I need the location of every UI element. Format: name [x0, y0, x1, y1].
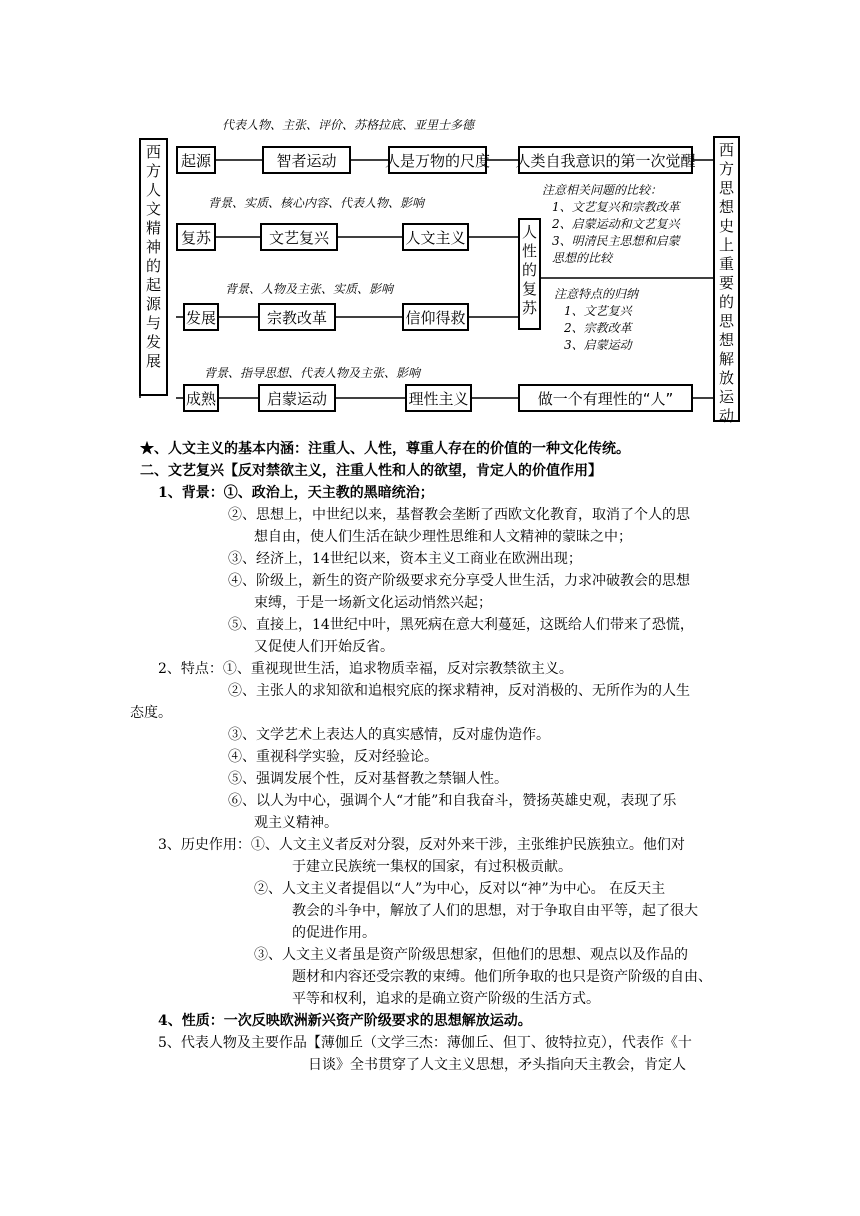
- text-line: 平等和权利，追求的是确立资产阶级的生活方式。: [292, 991, 600, 1007]
- note-comparison: 注意相关问题的比较： 1、文艺复兴和宗教改革 2、启蒙运动和文艺复兴 3、明清民主思想和启蒙 思想的比较: [542, 183, 680, 265]
- stage-development: 发展: [183, 303, 219, 331]
- text-line: 2、特点：①、重视现世生活，追求物质幸福，反对宗教禁欲主义。: [158, 661, 573, 677]
- box-humanism: 人文主义: [402, 223, 469, 251]
- text-line: 教会的斗争中，解放了人们的思想，对于争取自由平等，起了很大: [292, 903, 698, 919]
- text-line: ②、思想上，中世纪以来，基督教会垄断了西欧文化教育，取消了个人的思: [228, 507, 690, 523]
- text-line: ③、文学艺术上表达人的真实感情，反对虚伪造作。: [228, 727, 550, 743]
- text-line: 的促进作用。: [292, 925, 376, 941]
- note-row3: 背景、人物及主张、实质、影响: [225, 282, 394, 296]
- text-line: ⑥、以人为中心，强调个人“才能”和自我奋斗，赞扬英雄史观，表现了乐: [228, 793, 677, 809]
- text-line: ②、人文主义者提倡以“人”为中心，反对以“神”为中心。 在反天主: [254, 881, 666, 897]
- stage-revival: 复苏: [176, 223, 216, 251]
- stage-origin: 起源: [176, 146, 216, 174]
- text-line: 题材和内容还受宗教的束缚。他们所争取的也只是资产阶级的自由、: [292, 969, 712, 985]
- heading-renaissance: 二、文艺复兴【反对禁欲主义，注重人性和人的欲望，肯定人的价值作用】: [140, 463, 602, 479]
- diagram-title-left: 西方人文精神的起源与发展: [139, 138, 168, 396]
- text-line: 日谈》全书贯穿了人文主义思想，矛头指向天主教会，肯定人: [308, 1057, 686, 1073]
- box-first-awakening: 人类自我意识的第一次觉醒: [518, 146, 693, 174]
- text-line: 4、性质：一次反映欧洲新兴资产阶级要求的思想解放运动。: [158, 1013, 532, 1029]
- text-line: 观主义精神。: [254, 815, 338, 831]
- note-row4: 背景、指导思想、代表人物及主张、影响: [204, 366, 421, 380]
- note-row2: 背景、实质、核心内容、代表人物、影响: [208, 196, 425, 210]
- box-man-measure: 人是万物的尺度: [388, 146, 487, 174]
- text-line: ⑤、强调发展个性，反对基督教之禁锢人性。: [228, 771, 508, 787]
- text-line: 3、历史作用：①、人文主义者反对分裂，反对外来干涉，主张维护民族独立。他们对: [158, 837, 685, 853]
- box-faith-salvation: 信仰得救: [402, 303, 469, 331]
- concept-diagram: [130, 108, 740, 438]
- diagram-title-right: 西方思想史上重要的思想解放运动: [713, 136, 740, 422]
- text-line: ⑤、直接上，14世纪中叶，黑死病在意大利蔓延，这既给人们带来了恐慌，: [228, 617, 694, 633]
- box-sophist-movement: 智者运动: [262, 146, 351, 174]
- text-line: ②、主张人的求知欲和追根究底的探求精神，反对消极的、无所作为的人生: [228, 683, 690, 699]
- text-line: ③、经济上，14世纪以来，资本主义工商业在欧洲出现；: [228, 551, 582, 567]
- box-renaissance: 文艺复兴: [260, 223, 338, 251]
- text-line: 想自由，使人们生活在缺少理性思维和人文精神的蒙昧之中；: [254, 529, 632, 545]
- text-line: 1、背景：①、政治上，天主教的黑暗统治；: [158, 485, 434, 501]
- text-line: 态度。: [130, 705, 172, 721]
- box-rational-person: 做一个有理性的“人”: [518, 384, 693, 412]
- stage-maturity: 成熟: [183, 384, 219, 412]
- note-features: 注意特点的归纳 1、文艺复兴 2、宗教改革 3、启蒙运动: [554, 287, 639, 352]
- text-line: ④、重视科学实验，反对经验论。: [228, 749, 438, 765]
- note-row1: 代表人物、主张、评价、苏格拉底、亚里士多德: [222, 118, 475, 132]
- text-line: ③、人文主义者虽是资产阶级思想家，但他们的思想、观点以及作品的: [254, 947, 688, 963]
- box-rationalism: 理性主义: [405, 384, 472, 412]
- text-line: [140, 482, 740, 504]
- text-line: ④、阶级上，新生的资产阶级要求充分享受人世生活，力求冲破教会的思想: [228, 573, 690, 589]
- text-line: 于建立民族统一集权的国家，有过积极贡献。: [292, 859, 572, 875]
- box-human-revival: 人性的复苏: [518, 218, 541, 330]
- heading-humanism-definition: ★、人文主义的基本内涵：注重人、人性，尊重人存在的价值的一种文化传统。: [140, 441, 630, 457]
- document-body: [130, 438, 740, 1076]
- text-line: 又促使人们开始反省。: [254, 639, 394, 655]
- text-line: 束缚，于是一场新文化运动悄然兴起；: [254, 595, 492, 611]
- box-enlightenment: 启蒙运动: [258, 384, 336, 412]
- text-line: 5、代表人物及主要作品【薄伽丘（文学三杰：薄伽丘、但丁、彼特拉克），代表作《十: [158, 1035, 692, 1051]
- box-reformation: 宗教改革: [258, 303, 336, 331]
